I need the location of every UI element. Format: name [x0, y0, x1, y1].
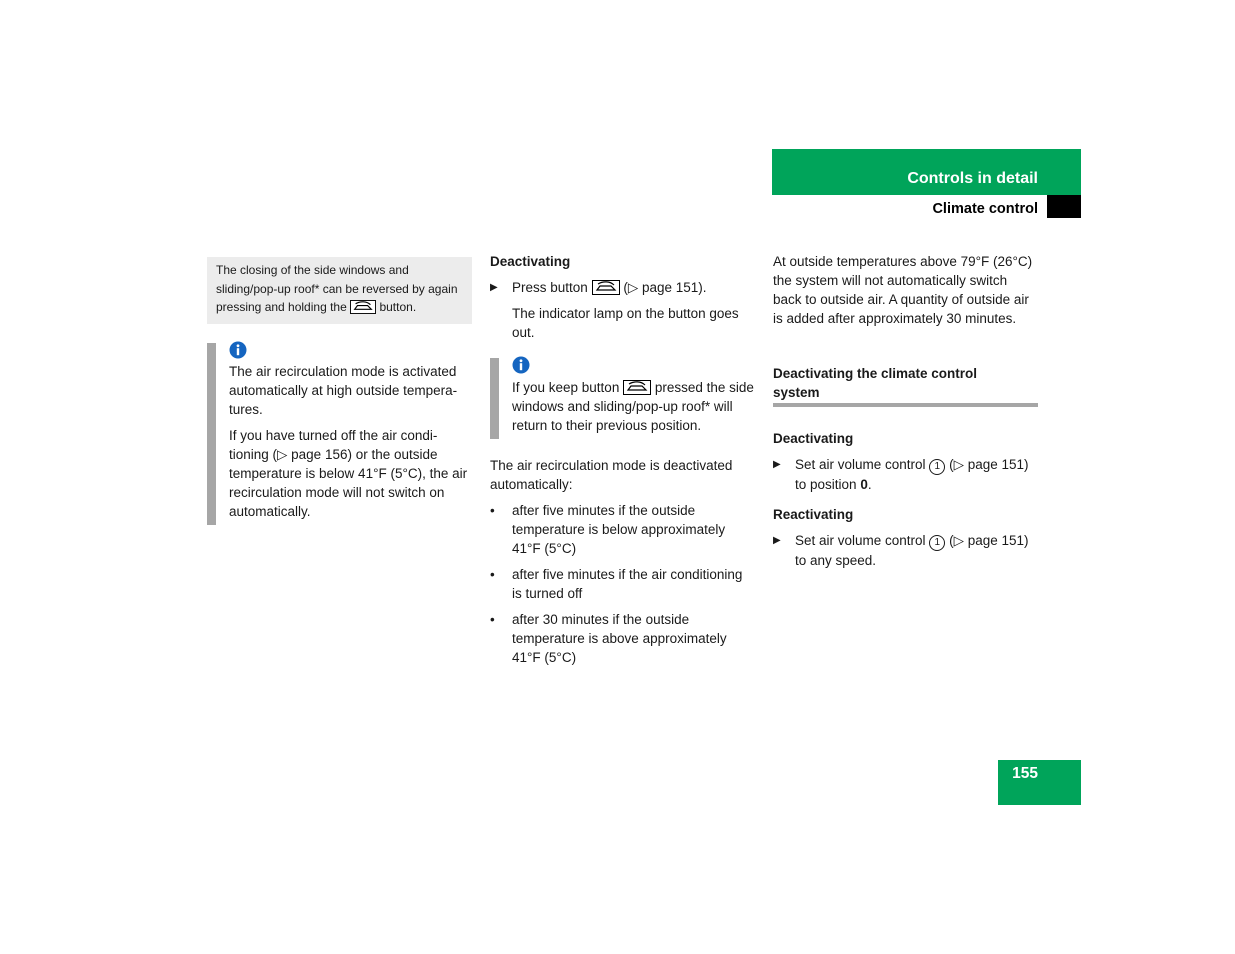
section-rule [773, 403, 1038, 407]
column-3-intro [773, 252, 1035, 328]
arrow-bullet-icon: ▶ [773, 535, 781, 546]
step-item: ▶ Press button (▷ page 151). [490, 280, 707, 295]
info-text-1 [229, 362, 474, 521]
deactivating-heading: Deactivating [490, 254, 571, 269]
callout-number: 1 [929, 459, 945, 475]
recirculation-button-icon [592, 280, 620, 295]
section-heading: Deactivating the climate control system [773, 366, 978, 400]
info-paragraph: If you have turned off the air condi-tioning (▷ page 156) or the outside temperature is below 41°F (5°C), the air recirculation mode will not switch on automatically. [229, 428, 468, 519]
subsection-title: Climate control [932, 201, 1038, 217]
auto-intro: The air recirculation mode is deactivated automatically: [490, 458, 733, 492]
info-icon [229, 341, 247, 359]
header-black-tab [1047, 195, 1081, 218]
info-paragraph: The air recirculation mode is activated automatically at high outside tempera-tures. [229, 364, 458, 417]
column-3-steps [773, 429, 1038, 577]
deactivating-heading: Deactivating [773, 431, 854, 446]
info-icon [512, 356, 530, 374]
info-bar-1 [207, 343, 216, 525]
info-text-2: If you keep button pressed the side windows and sliding/pop-up roof* will return to their previous position. [512, 380, 754, 433]
list-item: • after 30 minutes if the outside temperature is above approximately 41°F (5°C) [490, 612, 727, 665]
reactivating-heading: Reactivating [773, 507, 854, 522]
step-item: ▶ Set air volume control 1 (▷ page 151) to any speed. [773, 533, 1029, 568]
arrow-bullet-icon: ▶ [773, 459, 781, 470]
intro-paragraph: At outside temperatures above 79°F (26°C) the system will not automatically switch back to outside air. A quantity of outside air is added after approximately 30 minutes. [773, 254, 1033, 326]
list-item: • after five minutes if the air conditioning is turned off [490, 567, 743, 601]
callout-number: 1 [929, 535, 945, 551]
list-item: • after five minutes if the outside temperature is below approximately 41°F (5°C) [490, 503, 726, 556]
auto-deactivation [490, 456, 755, 674]
arrow-bullet-icon: ▶ [490, 282, 498, 293]
column-2 [490, 252, 755, 349]
note-text: The closing of the side windows and sliding/pop-up roof* can be reversed by again pressing and holding the button. [216, 263, 458, 315]
info-bar-2 [490, 358, 499, 439]
recirculation-button-icon [623, 380, 651, 395]
page-number: 155 [1012, 765, 1038, 782]
section-title: Controls in detail [907, 170, 1038, 187]
step-item: ▶ Set air volume control 1 (▷ page 151) to position 0. [773, 457, 1029, 492]
recirculation-button-icon [350, 300, 376, 314]
step-result: The indicator lamp on the button goes out. [512, 306, 739, 340]
